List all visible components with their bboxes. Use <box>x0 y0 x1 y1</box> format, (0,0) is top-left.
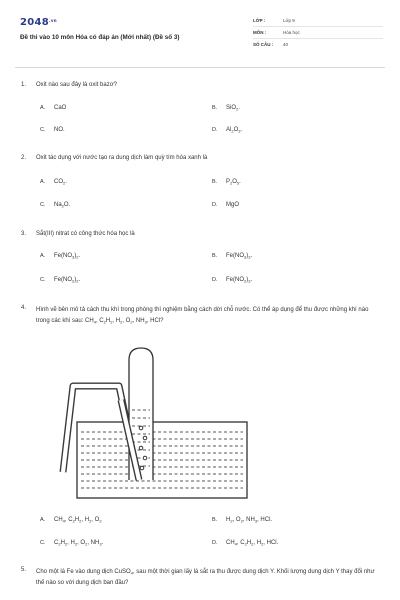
option-text: $CO_2$. <box>54 179 67 186</box>
question-3 <box>21 231 135 239</box>
option-letter: D. <box>212 540 218 546</box>
option-letter: B. <box>212 105 218 111</box>
option-letter: B. <box>212 179 218 185</box>
option-2a[interactable] <box>40 179 67 187</box>
option-4a[interactable] <box>40 517 102 525</box>
option-letter: C. <box>40 127 46 133</box>
option-2d[interactable] <box>212 202 239 210</box>
option-text: $P_2O_5$. <box>226 179 241 186</box>
meta-value: Lớp 9 <box>283 17 295 23</box>
option-4b[interactable] <box>212 517 272 525</box>
question-number: 3. <box>21 231 27 237</box>
option-letter: A. <box>40 105 46 111</box>
option-text: $Na_2O$. <box>54 202 71 209</box>
option-text: NO. <box>54 127 65 133</box>
question-text: Oxit tác dụng với nước tạo ra dung dịch làm quỳ tím hóa xanh là <box>36 155 208 161</box>
question-4 <box>21 305 377 328</box>
question-text: Hình vẽ bên mô tả cách thu khí trong phòng thí nghiệm bằng cách dời chỗ nước. Có thể áp dụng để thu được những khí nào trong các khí sau: $CH_4$, $C_2H_2$, $H_2$, $O_2$, $NH_3$, HCl? <box>36 307 369 325</box>
option-text: $CH_4$, $C_2H_2$, $H_2$, $O_2$ <box>54 517 102 524</box>
meta-row-subject <box>253 27 383 39</box>
option-3a[interactable] <box>40 253 80 261</box>
option-4d[interactable] <box>212 540 278 548</box>
option-text: $Fe(NO_3)_3$. <box>226 253 253 260</box>
option-letter: A. <box>40 179 46 185</box>
exam-meta <box>253 15 383 51</box>
option-1c[interactable] <box>40 127 65 135</box>
option-letter: D. <box>212 127 218 133</box>
option-text: CaO <box>54 105 67 111</box>
option-1b[interactable] <box>212 105 240 113</box>
logo-text: 2048 <box>20 17 50 28</box>
question-number: 4. <box>21 305 27 311</box>
option-2c[interactable] <box>40 202 70 210</box>
option-text: $Fe(NO_2)_3$. <box>226 277 253 284</box>
exam-title: Đề thi vào 10 môn Hóa có đáp án (Mới nhất) (Đề số 3) <box>20 34 180 41</box>
option-letter: B. <box>212 517 218 523</box>
question-text: Oxit nào sau đây là oxit bazơ? <box>36 82 117 88</box>
option-text: $Fe(NO_2)_2$. <box>54 277 81 284</box>
option-text: $Fe(NO_3)_2$. <box>54 253 81 260</box>
meta-key: SỐ CÂU : <box>253 42 274 48</box>
option-4c[interactable] <box>40 540 103 548</box>
meta-value: Hóa học <box>283 29 300 35</box>
option-text: $CH_4$, $C_2H_2$, $H_2$, HCl. <box>226 540 279 547</box>
option-letter: A. <box>40 253 46 259</box>
question-text: Cho một lá Fe vào dung dịch CuSO$_4$, sau một thời gian lấy lá sắt ra thu được dung dịch Y. Khối lượng dung dịch Y thay đổi như thế nào so với dung dịch ban đầu? <box>36 569 375 587</box>
option-letter: C. <box>40 277 46 283</box>
option-text: SiO$_2$. <box>226 105 240 112</box>
option-2b[interactable] <box>212 179 241 187</box>
question-text: Sắt(III) nitrat có công thức hóa học là <box>36 231 135 237</box>
question-number: 1. <box>21 82 27 88</box>
page-header <box>0 0 400 66</box>
option-3d[interactable] <box>212 277 252 285</box>
question-1 <box>21 82 117 90</box>
meta-row-count <box>253 39 383 51</box>
header-divider <box>15 67 385 68</box>
option-letter: A. <box>40 517 46 523</box>
option-text: $Al_2O_3$. <box>226 127 243 134</box>
option-1a[interactable] <box>40 105 66 113</box>
option-letter: B. <box>212 253 218 259</box>
gas-collection-diagram <box>55 340 255 510</box>
question-5 <box>21 567 377 590</box>
question-number: 5. <box>21 567 27 573</box>
option-text: MgO <box>226 202 240 208</box>
option-letter: D. <box>212 202 218 208</box>
option-text: $H_2$, $O_2$, $NH_3$, HCl. <box>226 517 273 524</box>
option-letter: D. <box>212 277 218 283</box>
meta-key: MÔN : <box>253 29 267 35</box>
option-text: $C_2H_2$, $H_2$, $O_2$, $NH_3$. <box>54 540 104 547</box>
option-letter: C. <box>40 540 46 546</box>
option-3c[interactable] <box>40 277 80 285</box>
meta-key: LỚP : <box>253 17 266 23</box>
option-letter: C. <box>40 202 46 208</box>
question-number: 2. <box>21 155 27 161</box>
site-logo[interactable] <box>20 17 57 30</box>
meta-value: 40 <box>283 42 289 48</box>
logo-tld: .vn <box>49 18 57 23</box>
option-1d[interactable] <box>212 127 242 135</box>
meta-row-grade <box>253 15 383 27</box>
question-2 <box>21 155 207 163</box>
option-3b[interactable] <box>212 253 252 261</box>
